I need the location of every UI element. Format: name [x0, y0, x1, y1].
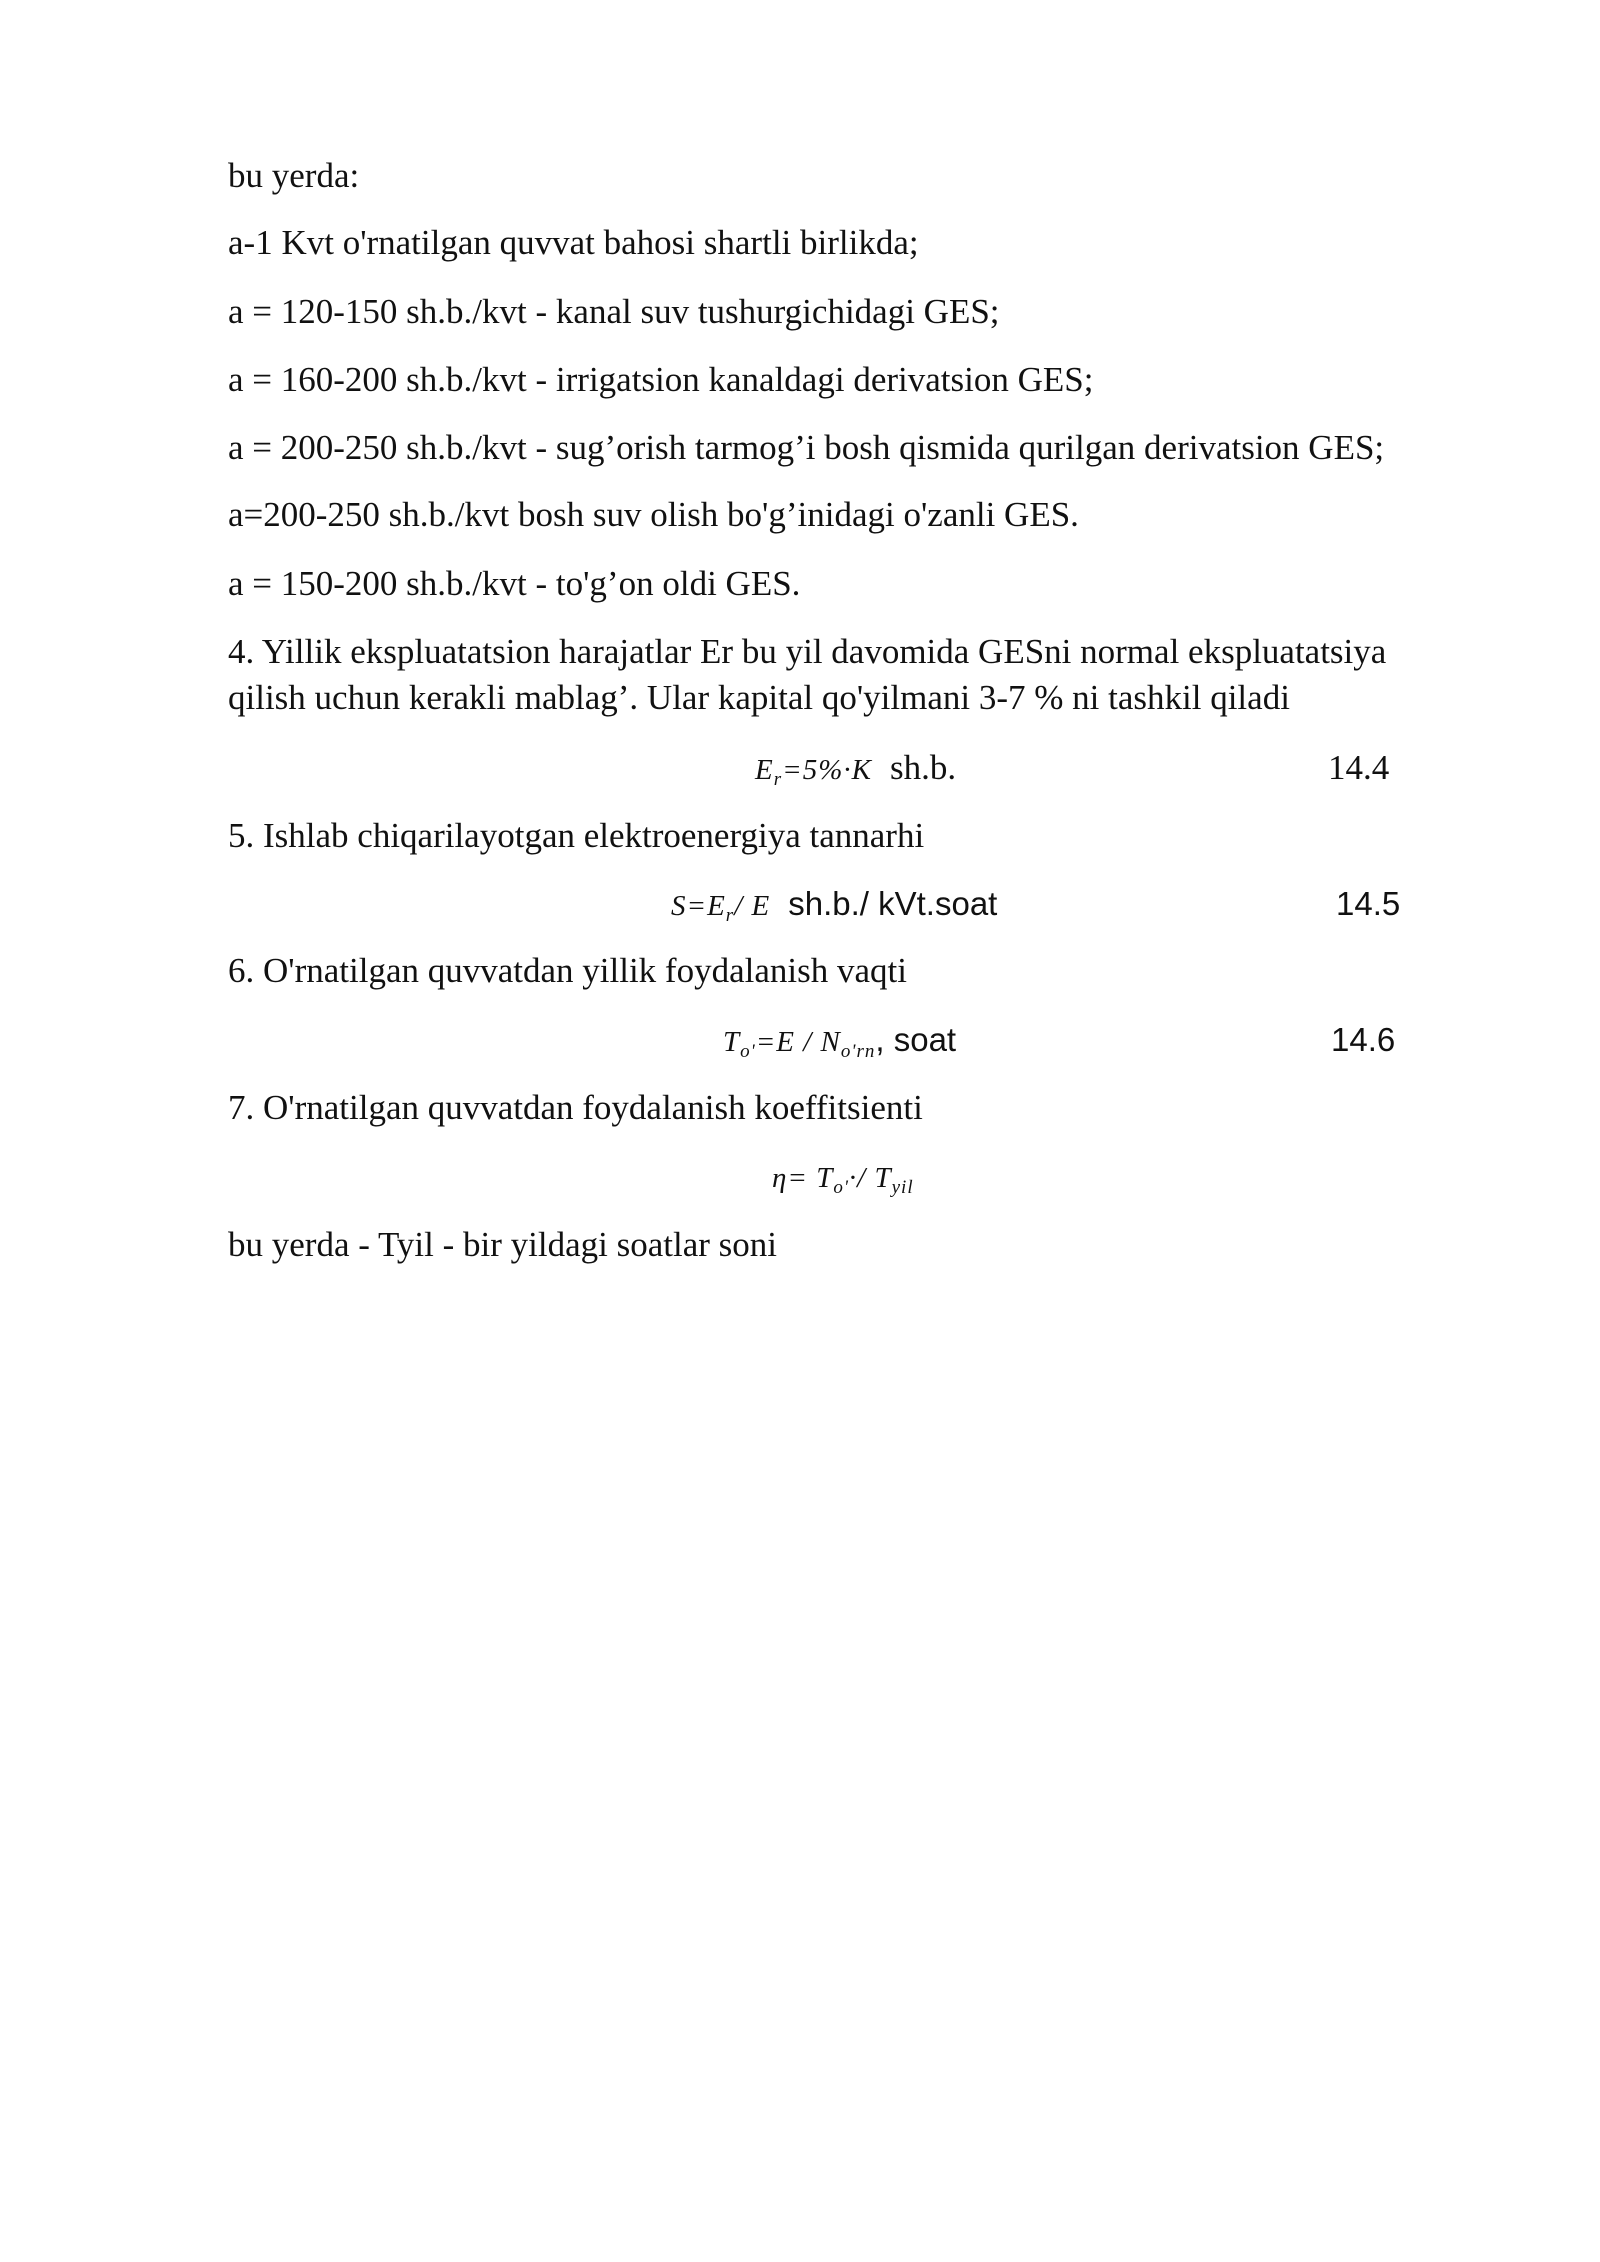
equation-14-6-unit: , soat: [875, 1021, 957, 1058]
equation-14-4: [755, 745, 956, 803]
equation-14-6: [723, 1017, 956, 1075]
equation-14-5-unit: sh.b./ kVt.soat: [788, 885, 998, 922]
paragraph-4-line2: qilish uchun kerakli mablag’. Ular kapital qo'yilmani 3-7 % ni tashkil qiladi: [228, 678, 1290, 717]
paragraph-6: 6. O'rnatilgan quvvatdan yillik foydalanish vaqti: [228, 951, 907, 990]
equation-14-4-unit: sh.b.: [889, 748, 957, 787]
paragraph-a-ozanli: a=200-250 sh.b./kvt bosh suv olish bo'g’inidagi o'zanli GES.: [228, 495, 1079, 534]
equation-eta: [772, 1153, 914, 1211]
equation-number-14-4: 14.4: [1328, 748, 1390, 787]
equation-number-14-6: 14.6: [1331, 1021, 1396, 1058]
paragraph-a-irrigatsion: a = 160-200 sh.b./kvt - irrigatsion kanaldagi derivatsion GES;: [228, 360, 1094, 399]
equation-14-5: [671, 881, 997, 939]
paragraph-bu-yerda: bu yerda:: [228, 156, 360, 195]
paragraph-a-sugorish: a = 200-250 sh.b./kvt - sug’orish tarmog’i bosh qismida qurilgan derivatsion GES;: [228, 428, 1385, 467]
equation-14-4-formula: $E_r=5\%\cdot K$: [755, 754, 872, 790]
paragraph-a-definition: a-1 Kvt o'rnatilgan quvvat bahosi shartli birlikda;: [228, 223, 919, 262]
paragraph-7: 7. O'rnatilgan quvvatdan foydalanish koeffitsienti: [228, 1088, 923, 1127]
equation-number-14-5: 14.5: [1336, 885, 1401, 922]
equation-14-6-formula: $T_{o'}=E / N_{o'rn}$: [723, 1026, 876, 1062]
paragraph-a-kanal: a = 120-150 sh.b./kvt - kanal suv tushurgichidagi GES;: [228, 292, 1000, 331]
paragraph-a-togon: a = 150-200 sh.b./kvt - to'g’on oldi GES.: [228, 564, 801, 603]
paragraph-bu-yerda-tyil: bu yerda - Tyil - bir yildagi soatlar soni: [228, 1225, 778, 1264]
paragraph-5: 5. Ishlab chiqarilayotgan elektroenergiya tannarhi: [228, 816, 925, 855]
paragraph-4-line1: 4. Yillik ekspluatatsion harajatlar Er bu yil davomida GESni normal ekspluatatsiya: [228, 632, 1387, 671]
equation-eta-formula: $\eta= T_{o'}\cdot/$ $T_{yil}$: [772, 1162, 914, 1198]
equation-14-5-formula: $S=E_r/$ E: [671, 890, 771, 926]
